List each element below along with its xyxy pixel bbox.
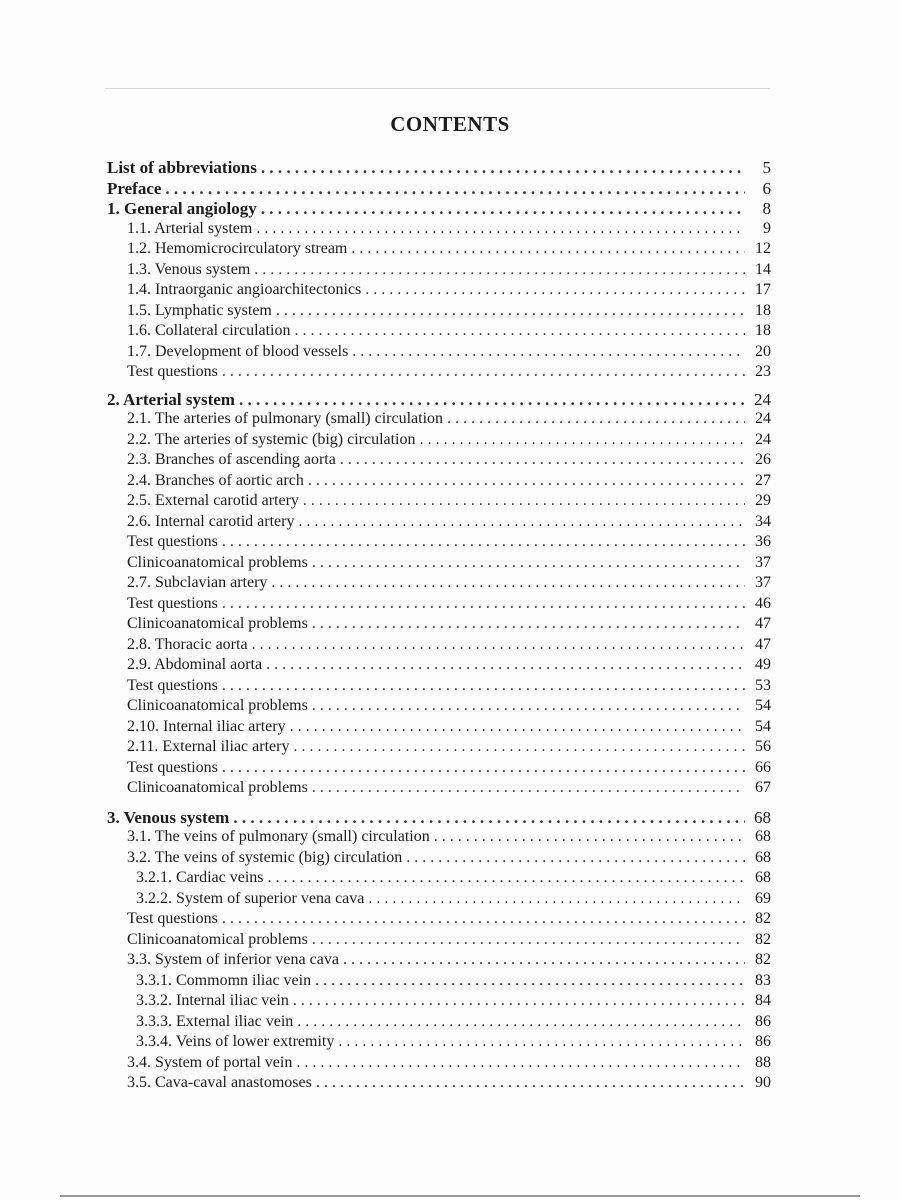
toc-leader-dots bbox=[368, 890, 745, 908]
toc-entry bbox=[107, 472, 771, 493]
table-of-contents bbox=[107, 158, 771, 1095]
toc-leader-dots bbox=[290, 718, 745, 736]
toc-page-number: 20 bbox=[755, 342, 771, 360]
toc-entry-label: 2.6. Internal carotid artery bbox=[127, 512, 295, 530]
toc-entry bbox=[107, 343, 771, 364]
toc-entry bbox=[107, 992, 771, 1013]
toc-entry bbox=[107, 759, 771, 780]
toc-entry bbox=[107, 779, 771, 800]
toc-entry-label: 3.2. The veins of systemic (big) circulation bbox=[127, 848, 403, 866]
toc-leader-dots bbox=[340, 451, 745, 469]
toc-page-number: 66 bbox=[755, 758, 771, 776]
toc-entry bbox=[107, 931, 771, 952]
toc-entry-label: 3. Venous system bbox=[107, 807, 230, 827]
toc-leader-dots bbox=[420, 431, 746, 449]
toc-entry-label: 3.2.1. Cardiac veins bbox=[136, 869, 264, 886]
toc-entry-label: 3.2.2. System of superior vena cava bbox=[136, 889, 365, 907]
page-bottom-edge bbox=[60, 1195, 860, 1197]
toc-entry-label: List of abbreviations bbox=[107, 158, 257, 177]
toc-page-number: 47 bbox=[755, 635, 771, 653]
toc-entry-label: Clinicoanatomical problems bbox=[127, 553, 308, 571]
toc-entry-label: Preface bbox=[107, 178, 162, 198]
toc-leader-dots bbox=[239, 390, 745, 410]
toc-page-number: 68 bbox=[755, 848, 771, 866]
toc-entry bbox=[107, 554, 771, 575]
toc-entry-label: 3.3. System of inferior vena cava bbox=[127, 951, 339, 968]
toc-entry bbox=[107, 363, 771, 384]
toc-entry bbox=[107, 636, 771, 657]
toc-leader-dots bbox=[316, 1074, 745, 1092]
toc-entry-label: 2.3. Branches of ascending aorta bbox=[127, 451, 336, 468]
toc-leader-dots bbox=[266, 656, 745, 674]
toc-page-number: 90 bbox=[755, 1074, 771, 1091]
toc-entry-label: 2.2. The arteries of systemic (big) circulation bbox=[127, 430, 416, 448]
toc-entry bbox=[107, 615, 771, 636]
toc-leader-dots bbox=[233, 808, 745, 828]
toc-page-number: 82 bbox=[755, 951, 771, 968]
toc-entry-label: Clinicoanatomical problems bbox=[127, 697, 308, 714]
toc-page-number: 46 bbox=[755, 594, 771, 612]
toc-entry bbox=[107, 738, 771, 759]
toc-page-number: 29 bbox=[755, 492, 771, 509]
toc-entry-label: 3.3.4. Veins of lower extremity bbox=[136, 1033, 335, 1050]
toc-page-number: 6 bbox=[762, 178, 771, 198]
toc-page-number: 17 bbox=[755, 281, 771, 298]
toc-leader-dots bbox=[252, 636, 745, 654]
toc-leader-dots bbox=[222, 533, 745, 551]
toc-entry-label: 2. Arterial system bbox=[107, 389, 235, 409]
toc-entry bbox=[107, 240, 771, 261]
toc-page-number: 23 bbox=[755, 363, 771, 380]
toc-page-number: 67 bbox=[755, 779, 771, 796]
toc-page-number: 68 bbox=[755, 869, 771, 886]
toc-entry bbox=[107, 451, 771, 472]
toc-entry bbox=[107, 910, 771, 931]
toc-page-number: 47 bbox=[755, 615, 771, 632]
toc-entry bbox=[107, 410, 771, 431]
toc-leader-dots bbox=[297, 1013, 745, 1031]
toc-entry-label: 1.3. Venous system bbox=[127, 260, 251, 278]
toc-entry-label: 1. General angiology bbox=[107, 199, 257, 218]
toc-page-number: 53 bbox=[755, 676, 771, 694]
toc-page-number: 14 bbox=[755, 260, 771, 278]
toc-page-number: 24 bbox=[755, 410, 771, 427]
toc-leader-dots bbox=[406, 849, 745, 867]
toc-entry bbox=[107, 656, 771, 677]
toc-leader-dots bbox=[312, 779, 745, 797]
bleed-through-rule bbox=[105, 88, 770, 89]
toc-entry bbox=[107, 849, 771, 870]
toc-entry-label: 3.3.2. Internal iliac vein bbox=[136, 992, 289, 1009]
toc-leader-dots bbox=[222, 910, 745, 928]
toc-leader-dots bbox=[256, 220, 745, 238]
toc-page-number: 36 bbox=[755, 533, 771, 550]
toc-entry-label: 1.6. Collateral circulation bbox=[127, 322, 291, 339]
page-title: CONTENTS bbox=[390, 112, 510, 136]
toc-leader-dots bbox=[222, 677, 745, 695]
toc-entry-label: Test questions bbox=[127, 910, 218, 927]
toc-entry-label: 1.1. Arterial system bbox=[127, 219, 253, 237]
toc-entry bbox=[107, 574, 771, 595]
toc-page-number: 8 bbox=[762, 199, 771, 218]
toc-page-number: 9 bbox=[763, 219, 771, 237]
toc-entry-label: 2.11. External iliac artery bbox=[127, 738, 290, 755]
toc-entry bbox=[107, 533, 771, 554]
toc-entry bbox=[107, 697, 771, 718]
toc-leader-dots bbox=[271, 574, 745, 592]
toc-entry-label: Clinicoanatomical problems bbox=[127, 615, 308, 632]
toc-entry bbox=[107, 1033, 771, 1054]
toc-page-number: 83 bbox=[755, 971, 771, 989]
toc-page-number: 34 bbox=[755, 512, 771, 530]
toc-entry bbox=[107, 972, 771, 993]
toc-page-number: 18 bbox=[755, 322, 771, 339]
toc-entry-label: 2.5. External carotid artery bbox=[127, 492, 299, 509]
toc-entry bbox=[107, 1054, 771, 1075]
toc-page-number: 37 bbox=[755, 553, 771, 571]
toc-leader-dots bbox=[351, 240, 745, 258]
toc-leader-dots bbox=[293, 738, 745, 756]
toc-page-number: 88 bbox=[755, 1053, 771, 1071]
toc-entry-label: 2.10. Internal iliac artery bbox=[127, 717, 286, 735]
toc-entry-label: 1.7. Development of blood vessels bbox=[127, 342, 349, 360]
toc-entry-label: 2.7. Subclavian artery bbox=[127, 574, 268, 591]
toc-page-number: 68 bbox=[755, 828, 771, 845]
toc-page-number: 12 bbox=[755, 240, 771, 257]
toc-leader-dots bbox=[261, 158, 745, 178]
toc-page-number: 24 bbox=[755, 430, 771, 448]
toc-page-number: 86 bbox=[755, 1033, 771, 1050]
toc-leader-dots bbox=[352, 343, 745, 361]
toc-entry bbox=[107, 179, 771, 200]
toc-leader-dots bbox=[268, 869, 745, 887]
toc-page-number: 49 bbox=[755, 656, 771, 673]
toc-leader-dots bbox=[222, 595, 745, 613]
toc-page-number: 84 bbox=[755, 992, 771, 1009]
toc-page-number: 69 bbox=[755, 889, 771, 907]
toc-leader-dots bbox=[315, 972, 745, 990]
toc-entry bbox=[107, 281, 771, 302]
toc-page-number: 26 bbox=[755, 451, 771, 468]
toc-entry bbox=[107, 261, 771, 282]
toc-entry-label: 3.4. System of portal vein bbox=[127, 1053, 293, 1071]
toc-entry bbox=[107, 302, 771, 323]
toc-page-number: 86 bbox=[755, 1012, 771, 1030]
toc-leader-dots bbox=[222, 363, 745, 381]
toc-leader-dots bbox=[165, 179, 745, 199]
toc-entry bbox=[107, 322, 771, 343]
toc-leader-dots bbox=[447, 410, 745, 428]
toc-page-number: 54 bbox=[755, 717, 771, 735]
toc-leader-dots bbox=[261, 199, 745, 219]
toc-entry-label: 2.9. Abdominal aorta bbox=[127, 656, 263, 673]
toc-entry-label: 2.1. The arteries of pulmonary (small) circulation bbox=[127, 410, 444, 427]
toc-entry bbox=[107, 718, 771, 739]
toc-entry-label: Test questions bbox=[127, 676, 218, 694]
toc-entry bbox=[107, 199, 771, 220]
toc-entry bbox=[107, 890, 771, 911]
toc-page-number: 37 bbox=[755, 574, 771, 591]
toc-entry bbox=[107, 828, 771, 849]
toc-entry bbox=[107, 513, 771, 534]
toc-leader-dots bbox=[312, 615, 745, 633]
toc-entry bbox=[107, 431, 771, 452]
toc-leader-dots bbox=[338, 1033, 745, 1051]
toc-page-number: 54 bbox=[755, 697, 771, 714]
toc-page-number: 24 bbox=[754, 389, 771, 409]
toc-page-number: 5 bbox=[762, 158, 771, 177]
toc-leader-dots bbox=[254, 261, 745, 279]
toc-leader-dots bbox=[434, 828, 745, 846]
toc-page-number: 18 bbox=[755, 301, 771, 319]
toc-entry-label: 2.8. Thoracic aorta bbox=[127, 635, 248, 653]
toc-leader-dots bbox=[276, 302, 745, 320]
toc-entry bbox=[107, 158, 771, 179]
toc-entry bbox=[107, 595, 771, 616]
toc-entry bbox=[107, 492, 771, 513]
toc-entry-label: 3.5. Cava-caval anastomoses bbox=[127, 1074, 312, 1091]
toc-leader-dots bbox=[293, 992, 745, 1010]
toc-leader-dots bbox=[296, 1054, 745, 1072]
toc-page-number: 68 bbox=[754, 807, 771, 827]
toc-leader-dots bbox=[312, 697, 745, 715]
toc-entry bbox=[107, 869, 771, 890]
toc-entry bbox=[107, 951, 771, 972]
toc-entry-label: Clinicoanatomical problems bbox=[127, 779, 308, 796]
toc-entry-label: Clinicoanatomical problems bbox=[127, 930, 308, 948]
toc-leader-dots bbox=[308, 472, 745, 490]
toc-page-number: 56 bbox=[755, 738, 771, 755]
toc-page-number: 82 bbox=[755, 910, 771, 927]
toc-entry-label: Test questions bbox=[127, 594, 218, 612]
toc-entry-label: 3.1. The veins of pulmonary (small) circulation bbox=[127, 828, 430, 845]
toc-page-number: 82 bbox=[755, 930, 771, 948]
toc-entry bbox=[107, 1074, 771, 1095]
toc-entry bbox=[107, 677, 771, 698]
toc-entry bbox=[107, 390, 771, 411]
toc-leader-dots bbox=[295, 322, 746, 340]
toc-entry-label: 3.3.1. Commomn iliac vein bbox=[136, 971, 312, 989]
toc-entry-label: Test questions bbox=[127, 363, 218, 380]
toc-entry-label: 1.4. Intraorganic angioarchitectonics bbox=[127, 281, 362, 298]
toc-leader-dots bbox=[365, 281, 745, 299]
toc-entry bbox=[107, 1013, 771, 1034]
toc-entry-label: 1.2. Hemomicrocirculatory stream bbox=[127, 240, 348, 257]
toc-leader-dots bbox=[303, 492, 745, 510]
toc-leader-dots bbox=[298, 513, 745, 531]
toc-leader-dots bbox=[312, 931, 745, 949]
toc-leader-dots bbox=[343, 951, 745, 969]
toc-leader-dots bbox=[222, 759, 745, 777]
toc-entry-label: 3.3.3. External iliac vein bbox=[136, 1012, 294, 1030]
toc-page-number: 27 bbox=[755, 471, 771, 489]
toc-entry bbox=[107, 220, 771, 241]
toc-entry-label: Test questions bbox=[127, 758, 218, 776]
toc-entry-label: 1.5. Lymphatic system bbox=[127, 301, 272, 319]
toc-entry-label: Test questions bbox=[127, 533, 218, 550]
toc-entry-label: 2.4. Branches of aortic arch bbox=[127, 471, 304, 489]
toc-leader-dots bbox=[312, 554, 745, 572]
toc-entry bbox=[107, 808, 771, 829]
